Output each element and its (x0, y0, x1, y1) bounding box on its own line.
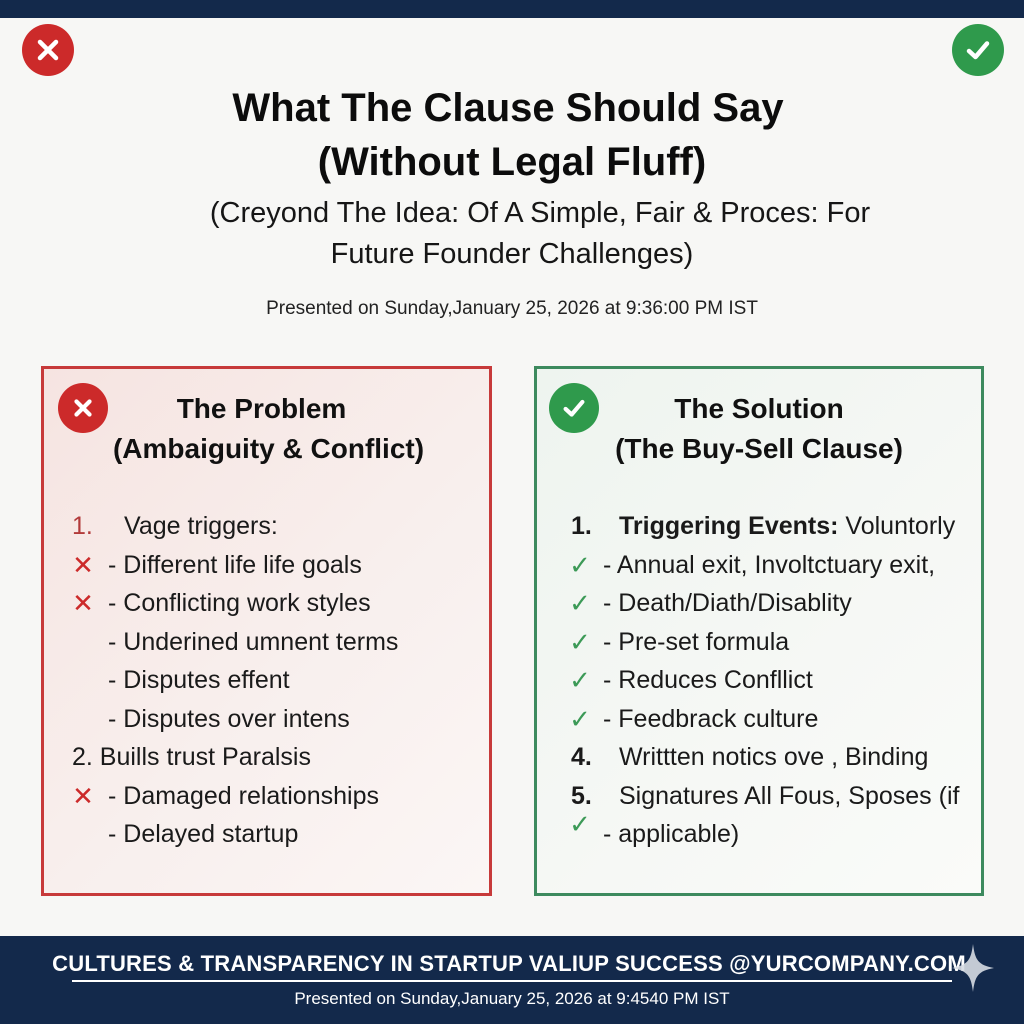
list-item (44, 584, 489, 623)
list-item-text: - Disputes effent (108, 666, 290, 694)
solution-list (537, 507, 981, 854)
solution-heading: The Solution (674, 393, 844, 424)
list-item (537, 700, 981, 739)
list-item-text: - Pre-set formula (603, 627, 790, 656)
list-item (537, 809, 981, 854)
problem-subheading: (Ambaiguity & Conflict) (112, 433, 425, 464)
list-item (44, 661, 489, 700)
page-title: What The Clause Should Say (232, 86, 784, 130)
list-item (537, 546, 981, 585)
x-mark-icon: ✕ (72, 780, 94, 811)
solution-panel (534, 366, 984, 896)
list-item (44, 700, 489, 739)
list-item-text: - Reduces Confllict (603, 666, 813, 694)
presented-date-bottom: Presented on Sunday,January 25, 2026 at 9:4540 PM IST (294, 989, 730, 1008)
page-subtitle: (Creyond The Idea: Of A Simple, Fair & Proces: For (209, 197, 871, 229)
list-item (537, 661, 981, 700)
list-item (44, 507, 489, 546)
list-item-text: Vage triggers: (124, 512, 278, 540)
problem-heading: The Problem (176, 393, 347, 424)
x-mark-icon: ✕ (72, 549, 94, 580)
check-mark-icon: ✓ (569, 703, 591, 734)
list-item (44, 738, 489, 777)
presented-date-top: Presented on Sunday,January 25, 2026 at 9:36:00 PM IST (266, 298, 758, 319)
list-item-text: - Underined umnent terms (108, 627, 399, 656)
list-item-text: 2. Buills trust Paralsis (72, 743, 311, 771)
list-item-text: Voluntorly (838, 512, 956, 540)
list-item (537, 777, 981, 816)
list-item (44, 546, 489, 585)
list-item-text: - Feedbrack culture (603, 704, 819, 733)
list-item (537, 584, 981, 623)
list-item-text: Writtten notics ove , Binding (619, 743, 929, 771)
list-item-text: - Conflicting work styles (108, 589, 371, 617)
list-item (44, 815, 489, 854)
solution-subheading: (The Buy-Sell Clause) (615, 433, 903, 464)
check-mark-icon: ✓ (569, 809, 591, 839)
list-item-text: - Damaged relationships (108, 781, 379, 810)
page-subtitle-line-2: Future Founder Challenges) (330, 238, 694, 270)
sparkle-icon (950, 942, 996, 994)
list-item (537, 738, 981, 777)
list-item-number: 4. (571, 743, 592, 771)
list-item (537, 623, 981, 662)
list-item-label: Triggering Events: (619, 512, 839, 540)
top-bar (0, 0, 1024, 18)
list-item-number: 1. (571, 512, 592, 540)
list-item-number: 1. (72, 512, 93, 540)
list-item (537, 507, 981, 546)
list-item-text: - Delayed startup (108, 820, 299, 848)
list-item (44, 777, 489, 816)
x-circle-icon (22, 24, 74, 76)
list-item-number: 5. (571, 781, 592, 810)
footer-divider (72, 980, 952, 982)
footer-title: CULTURES & TRANSPARENCY IN STARTUP VALIUP SUCCESS @YURCOMPANY.COM (52, 951, 966, 976)
check-mark-icon: ✓ (569, 588, 591, 618)
x-mark-icon: ✕ (72, 588, 94, 618)
list-item-text: - Death/Diath/Disablity (603, 589, 852, 617)
list-item-text: - Different life life goals (108, 550, 362, 579)
check-mark-icon: ✓ (569, 626, 591, 657)
check-mark-icon: ✓ (569, 549, 591, 580)
check-circle-icon (952, 24, 1004, 76)
list-item-text: - applicable) (603, 820, 740, 848)
list-item-text: - Disputes over intens (108, 704, 350, 733)
check-mark-icon: ✓ (569, 665, 591, 695)
page-title-line-2: (Without Legal Fluff) (317, 140, 707, 184)
problem-panel (41, 366, 492, 896)
problem-list (44, 507, 489, 854)
list-item-text: Signatures All Fous, Sposes (if (619, 781, 960, 810)
list-item (44, 623, 489, 662)
list-item-text: - Annual exit, Involtctuary exit, (603, 550, 936, 579)
